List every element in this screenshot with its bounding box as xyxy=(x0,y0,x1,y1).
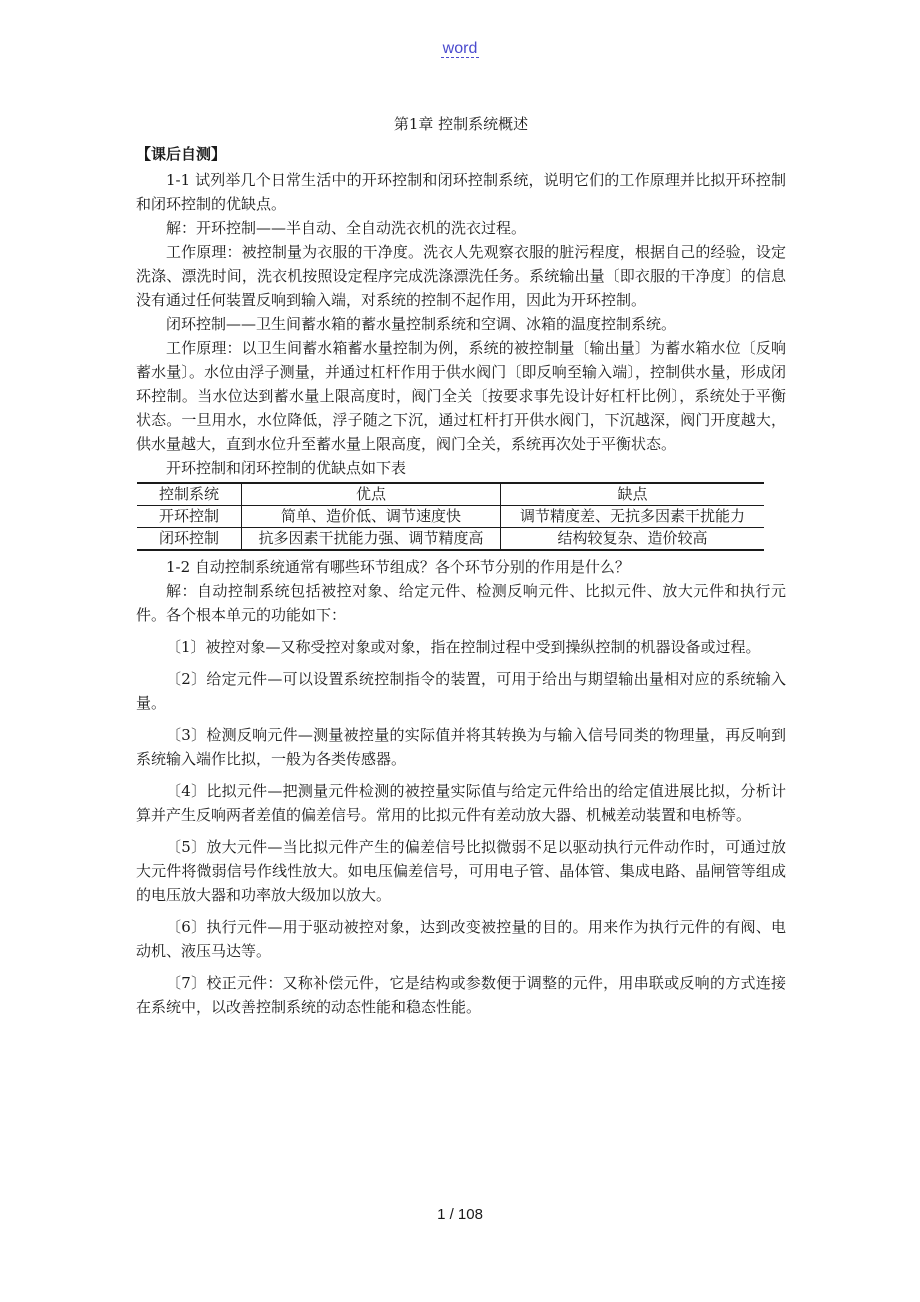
list-item: 〔4〕比拟元件—把测量元件检测的被控量实际值与给定元件给出的给定值进展比拟，分析计算并产生反响两者差值的偏差信号。常用的比拟元件有差动放大器、机械差动装置和电桥等。 xyxy=(136,782,786,824)
page-number: 1 / 108 xyxy=(437,1206,483,1223)
list-item: 〔1〕被控对象—又称受控对象或对象，指在控制过程中受到操纵控制的机器设备或过程。 xyxy=(166,638,761,656)
list-item: 〔7〕校正元件：又称补偿元件，它是结构或参数便于调整的元件，用串联或反响的方式连接在系统中，以改善控制系统的动态性能和稳态性能。 xyxy=(136,974,786,1016)
table-cell: 开环控制 xyxy=(137,506,242,528)
closed-loop-intro: 闭环控制——卫生间蓄水箱的蓄水量控制系统和空调、冰箱的温度控制系统。 xyxy=(166,315,677,333)
document-body xyxy=(136,112,786,1019)
question-2: 1-2 自动控制系统通常有哪些环节组成？各个环节分别的作用是什么？ xyxy=(166,558,630,576)
list-item: 〔3〕检测反响元件—测量被控量的实际值并将其转换为与输入信号同类的物理量，再反响到系统输入端作比拟，一般为各类传感器。 xyxy=(136,726,786,768)
list-item: 〔2〕给定元件—可以设置系统控制指令的装置，可用于给出与期望输出量相对应的系统输入量。 xyxy=(136,670,786,712)
table-header-row xyxy=(137,483,764,506)
table-row xyxy=(137,528,764,551)
table-caption: 开环控制和闭环控制的优缺点如下表 xyxy=(166,459,407,477)
table-cell: 闭环控制 xyxy=(137,528,242,551)
table-header-cell: 控制系统 xyxy=(137,483,242,506)
open-loop-principle: 工作原理：被控制量为衣服的干净度。洗衣人先观察衣服的脏污程度，根据自己的经验，设定洗涤、漂洗时间，洗衣机按照设定程序完成洗涤漂洗任务。系统输出量〔即衣服的干净度〕的信息没有通过任何装置反响到输入端，对系统的控制不起作用，因此为开环控制。 xyxy=(136,243,786,309)
table-cell: 抗多因素干扰能力强、调节精度高 xyxy=(242,528,501,551)
section-heading: 【课后自测】 xyxy=(136,145,227,163)
closed-loop-principle: 工作原理：以卫生间蓄水箱蓄水量控制为例，系统的被控制量〔输出量〕为蓄水箱水位〔反响蓄水量〕。水位由浮子测量，并通过杠杆作用于供水阀门〔即反响至输入端〕，控制供水量，形成闭环控制。当水位达到蓄水量上限高度时，阀门全关〔按要求事先设计好杠杆比例〕，系统处于平衡状态。一旦用水，水位降低，浮子随之下沉，通过杠杆打开供水阀门，下沉越深，阀门开度越大，供水量越大，直到水位升至蓄水量上限高度，阀门全关，系统再次处于平衡状态。 xyxy=(136,339,786,453)
table-cell: 调节精度差、无抗多因素干扰能力 xyxy=(501,506,765,528)
list-item: 〔5〕放大元件—当比拟元件产生的偏差信号比拟微弱不足以驱动执行元件动作时，可通过放大元件将微弱信号作线性放大。如电压偏差信号，可用电子管、晶体管、集成电路、晶闸管等组成的电压放大器和功率放大级加以放大。 xyxy=(136,838,786,904)
table-header-cell: 优点 xyxy=(242,483,501,506)
table-cell: 简单、造价低、调节速度快 xyxy=(242,506,501,528)
list-item: 〔6〕执行元件—用于驱动被控对象，达到改变被控量的目的。用来作为执行元件的有阀、电动机、液压马达等。 xyxy=(136,918,786,960)
answer-1-intro: 解：开环控制——半自动、全自动洗衣机的洗衣过程。 xyxy=(166,219,527,237)
chapter-title: 第1章 控制系统概述 xyxy=(393,115,529,133)
header-word-link[interactable]: word xyxy=(442,40,478,57)
answer-2-intro: 解：自动控制系统包括被控对象、给定元件、检测反响元件、比拟元件、放大元件和执行元件。各个根本单元的功能如下： xyxy=(136,582,786,624)
table-cell: 结构较复杂、造价较高 xyxy=(501,528,765,551)
question-1: 1-1 试列举几个日常生活中的开环控制和闭环控制系统，说明它们的工作原理并比拟开环控制和闭环控制的优缺点。 xyxy=(136,171,786,213)
table-row xyxy=(137,506,764,528)
page-header xyxy=(0,40,920,58)
table-header-cell: 缺点 xyxy=(501,483,765,506)
comparison-table xyxy=(137,482,764,551)
